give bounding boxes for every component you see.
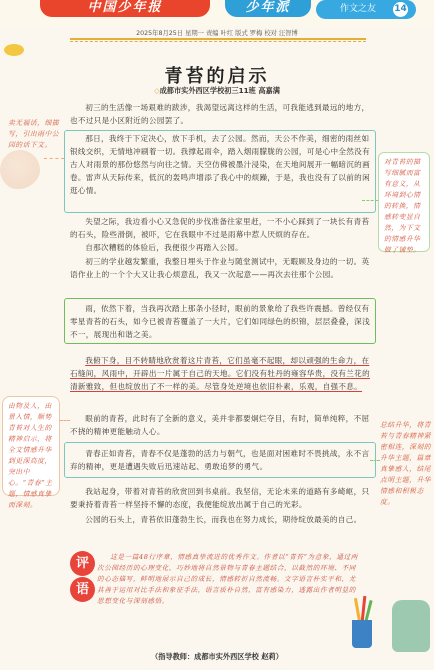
- paragraph: 我站起身，带着对青苔的欣赏回到书桌前。我坚信，无论未来的道路有多崎岖，只要秉持着青苔一样坚持不懈的态度，我便能绽放出属于自己的光彩。: [70, 487, 370, 509]
- paragraph: 公园的石头上，青苔依旧蓬勃生长，而我也在努力成长，期待绽放最美的自己。: [85, 515, 362, 524]
- teacher-credit: （指导教师：成都市实外西区学校 赵莉）: [151, 652, 283, 661]
- paragraph: 初三的生活像一场艰难的跋涉，我渴望远离这样的生活，可我能逃到最远的地方，也不过只是小区附近的公园罢了。: [70, 103, 370, 125]
- side-note-left-bottom: 由物及人，由景入情，顺势青苔对人生的精神启示，将全文情感升华到更深高度，突出中心。“青春”主题，情感真挚而深刻。: [2, 396, 60, 496]
- byline-text: 成都市实外西区学校初三11班 高嘉满: [159, 86, 280, 95]
- paragraph: 青春正如青苔，青春不仅是蓬勃的活力与朝气，也是面对困难时不畏挑战，永不言弃的精神，更是遭遇失败后迅速站起、勇敢追梦的勇气。: [70, 449, 370, 471]
- paragraph: 眼前的青苔，此时有了全新的意义，美并非都要炯烂夺目，有时，简单纯粹，不屈不挠的精神更能触动人心。: [70, 414, 370, 436]
- note-connector: [60, 420, 70, 421]
- column-name: 少年派: [225, 0, 311, 17]
- comment-stamp-ping: 评: [70, 551, 95, 576]
- byline-mark: ◇: [154, 86, 160, 95]
- section-badge: 作文之友: [316, 0, 416, 19]
- article-title: 青苔的启示: [164, 66, 270, 87]
- header-divider-dots: [70, 41, 366, 42]
- comment-stamp-yu: 语: [70, 577, 95, 602]
- paragraph: 失望之际，我边看小心又急促的步伐准备往家里赶，一不小心踩到了一块长有青苔的石头，险些滑倒，被吓，它在我眼中不过是雨幕中惹人厌烦的存在。: [70, 217, 370, 239]
- article-byline: [0, 86, 434, 96]
- side-note-right-bottom: 总结升华，将青苔与青春精神紧密相连，深刻的升华主题，篇章真挚感人，结尾点明主题，升华情感和积极态度。: [380, 421, 432, 506]
- pencil-cup-decoration: [352, 620, 372, 648]
- bee-decoration: [4, 44, 24, 56]
- side-note-right-top: 对青苔的描写细腻而富有意义，从环境到心情的转换，情感转变显自然，为下文的情感升华做了铺垫。: [378, 152, 430, 252]
- paragraph: 初三的学业越发繁重，我整日埋头于作业与随堂测试中，无暇顾及身边的一切。英语作业上的一个个大又让我心烦意乱，我又一次起意——再次去往那个公园。: [70, 257, 370, 279]
- side-note-left-top: 卖无福话，细描写，引出雨中公园的话下文。: [8, 119, 60, 149]
- issue-number: 14: [393, 2, 408, 17]
- paragraph: 自那次糟糕的体验后，我便很少再踏入公园。: [85, 243, 244, 252]
- note-connector: [362, 200, 378, 201]
- backpack-decoration: [392, 600, 430, 652]
- issue-meta: 2025年8月25日 星期一 责编 叶红 版式 罗梅 校对 汪智博: [136, 30, 298, 37]
- paper-name: 中国少年报: [40, 0, 210, 17]
- teacher-comment: 这是一篇48行序章，情感真挚流进的优秀作文。作者以“青苔”为意象，通过两次公园经历的心理变化，巧妙地将自然景物与青春主题结合，以截然的环境、不同的心态描写，鲜明地展示自己的成长，情感转折自然流畅。文字语言朴实平和，尤其善于运用对比手法和象征手法，语言质朴自然，富有感染力，透露出作者明显的思想变化与深刻感悟。: [97, 553, 358, 605]
- header-divider: [70, 38, 366, 40]
- paragraph: 那日，我终于下定决心，放下手机，去了公园。然而，天公不作美，细密的雨丝如银线交织，无情地冲刷着一切。我撑起雨伞，踏入烟雨朦胧的公园，可是心中全然没有古人对雨景的那份悠然与向往之情。天空仿佛被墨汁浸染，在天地间展开一幅暗沉的画卷。雷声从天际传来，低沉的轰鸣声增添了我心中的烦躁，于是，我也没有了以前的闲逛心情。: [70, 134, 370, 195]
- paragraph: 雨，依然下着，当我再次踏上那条小径时，眼前的景象给了我些许震撼。曾经仅有零星青苔的石头，如今已被青苔覆盖了一大片，它们如同绿色的织锦，层层叠叠，深浅不一，展现出和谐之美。: [70, 304, 370, 339]
- note-connector: [44, 158, 64, 159]
- paragraph-underlined: 我俯下身，目不转睛地欣赏着这片青苔，它们虽毫不起眼，却以顽强的生命力，在石缝间，风雨中，开辟出一片属于自己的天地。它们没有牡丹的雍容华贵，没有兰花的清新雅致，但也绽放出了不一样的美。尽管身处逆境也依旧朴素，乐观，自强不息。: [70, 356, 370, 391]
- lamp-decoration: [0, 150, 40, 190]
- note-connector: [370, 460, 380, 461]
